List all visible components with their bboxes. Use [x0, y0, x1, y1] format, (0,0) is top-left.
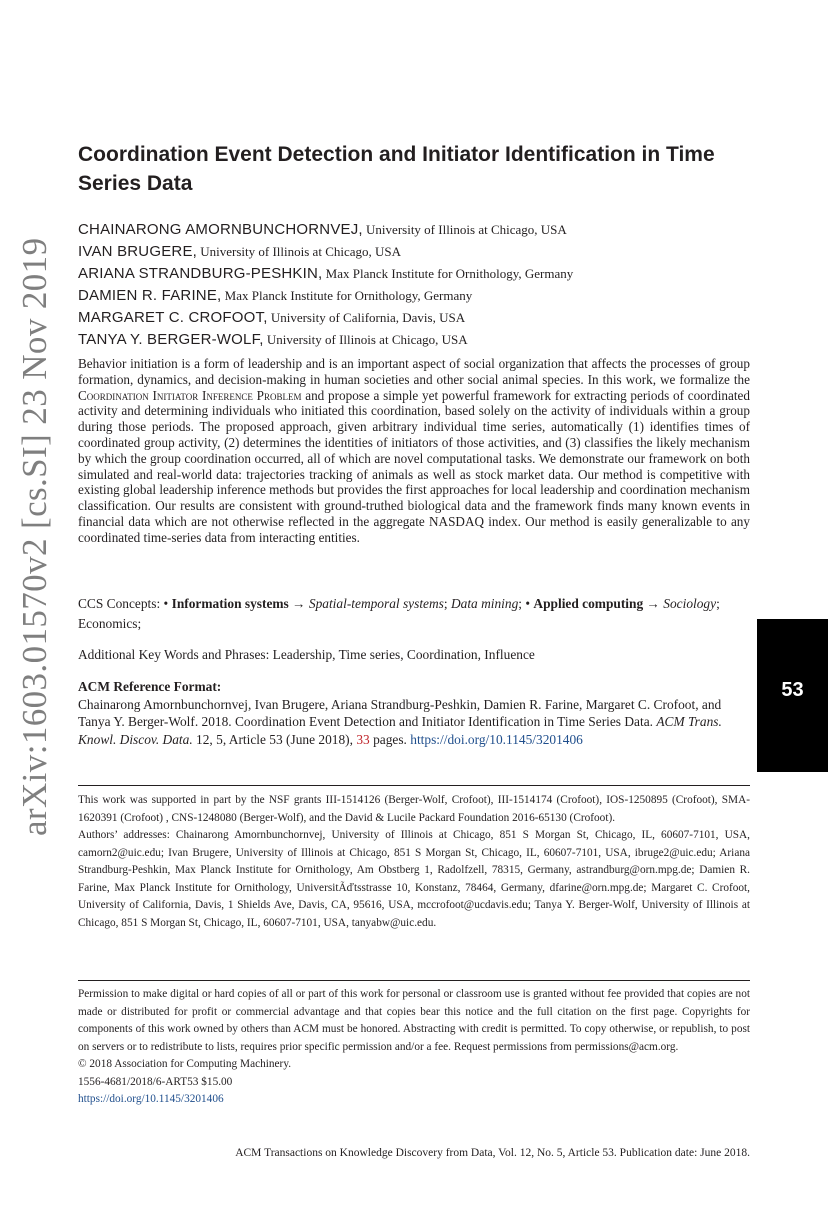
author-name: MARGARET C. CROFOOT,: [78, 309, 268, 326]
author-addresses: Authors’ addresses: Chainarong Amornbunchornvej, University of Illinois at Chicago, 851 S Morgan St, Chicago, IL, 60607-7101, USA, camorn2@uic.edu; Ivan Brugere, University of Illinois at Chicago, 851 S Morgan St, Chicago, IL, 60607-7101, USA, ibruge2@uic.edu; Ariana Strandburg-Peshkin, Max Planck Institute for Ornithology, Am Obstberg 1, Radolfzell, 78315, Germany, astrandburg@orn.mpg.de; Damien R. Farine, Max Planck Institute for Ornithology, UniversitÃďtsstrasse 10, Konstanz, 78464, Germany, dfarine@orn.mpg.de; Margaret C. Crofoot, University of California, Davis, 1 Shields Ave, Davis, CA, 95616, USA, mccrofoot@ucdavis.edu; Tanya Y. Berger-Wolf, University of Illinois at Chicago, 851 S Morgan St, Chicago, IL, 60607-7101, USA, tanyabw@uic.edu.: [78, 829, 750, 929]
abstract-part-1: Behavior initiation is a form of leadership and is an important aspect of social organization that affects the processes of group formation, dynamics, and decision-making in human societies and other social animal species. In this work, we formalize the: [78, 356, 750, 387]
ccs-label: CCS Concepts: •: [78, 596, 172, 611]
acm-reference-doi-link[interactable]: https://doi.org/10.1145/3201406: [410, 731, 583, 747]
abstract-part-2: and propose a simple yet powerful framework for extracting periods of coordinated activity and determining individuals who initiated this coordination, based solely on the activity of individuals within a group during those periods. The proposed approach, given arbitrary individual time series, automatically (1) identifies times of coordinated group activity, (2) determines the identities of initiators of those activities, and (3) classifies the likely mechanism by which the group coordination occurred, all of which are novel computational tasks. We demonstrate our framework on both simulated and real-world data: trajectories tracking of animals as well as stock market data. Our method is competitive with existing global leadership inference methods but provides the first approaches for local leadership and coordination mechanism classification. Our results are consistent with ground-truthed biological data and the framework finds many known events in financial data which are not otherwise reflected in the aggregate NASDAQ index. Our method is easily generalizable to any coordinated time-series data from interacting entities.: [78, 387, 750, 545]
author-affiliation: Max Planck Institute for Ornithology, Germany: [224, 288, 473, 303]
ccs-concepts: [78, 594, 750, 634]
author-line: [78, 285, 758, 307]
abstract-term: Coordination Initiator Inference Problem: [78, 387, 302, 403]
author-line: [78, 263, 758, 285]
footnote-rule-2: [78, 980, 750, 981]
running-footer: ACM Transactions on Knowledge Discovery from Data, Vol. 12, No. 5, Article 53. Publication date: June 2018.: [235, 1147, 750, 1159]
ccs-sub-3: Sociology: [663, 596, 717, 611]
abstract: [78, 356, 750, 546]
ccs-concept-2: Applied computing: [533, 596, 644, 611]
permission-block: [78, 986, 750, 1109]
acm-reference-text-1: Chainarong Amornbunchornvej, Ivan Brugere, Ariana Strandburg-Peshkin, Damien R. Farine, Margaret C. Crofoot, and Tanya Y. Berger-Wolf. 2018. Coordination Event Detection and Initiator Identification in Time Series Data.: [78, 696, 722, 729]
keywords: Additional Key Words and Phrases: Leadership, Time series, Coordination, Influence: [78, 647, 535, 662]
ccs-sep-2: ; •: [518, 596, 534, 611]
permission-notice: Permission to make digital or hard copies of all or part of this work for personal or classroom use is granted without fee provided that copies are not made or distributed for profit or commercial advantage and that copies bear this notice and the full citation on the first page. Copyrights for components of this work owned by others than ACM must be honored. Abstracting with credit is permitted. To copy otherwise, or republish, to post on servers or to redistribute to lists, requires prior specific permission and/or a fee. Request permissions from permissions@acm.org.: [78, 988, 750, 1053]
acm-reference: [78, 678, 750, 748]
article-number-tab: [757, 619, 828, 772]
author-affiliation: University of Illinois at Chicago, USA: [200, 244, 402, 259]
author-name: TANYA Y. BERGER-WOLF,: [78, 331, 264, 348]
author-line: [78, 329, 758, 351]
author-line: [78, 307, 758, 329]
paper-title: Coordination Event Detection and Initiator Identification in Time Series Data: [78, 143, 715, 195]
article-number: 53: [781, 679, 804, 701]
issn-line: 1556-4681/2018/6-ART53 $15.00: [78, 1075, 233, 1088]
doi-footer-link[interactable]: https://doi.org/10.1145/3201406: [78, 1093, 224, 1105]
author-name: ARIANA STRANDBURG-PESHKIN,: [78, 265, 323, 282]
author-list: [78, 219, 758, 351]
ccs-arrow-1: →: [288, 596, 309, 611]
funding-note: This work was supported in part by the NSF grants III-1514126 (Berger-Wolf, Crofoot), III-1514174 (Crofoot), IOS-1250895 (Crofoot), SMA-1620391 (Crofoot) , CNS-1248080 (Berger-Wolf), and the David & Lucile Packard Foundation 2016-65130 (Crofoot).: [78, 794, 750, 824]
author-name: DAMIEN R. FARINE,: [78, 287, 222, 304]
ccs-sep-1: ;: [443, 596, 451, 611]
ccs-concept-1: Information systems: [171, 596, 289, 611]
ccs-sub-1: Spatial-temporal systems: [308, 596, 444, 611]
arxiv-stamp: arXiv:1603.01570v2 [cs.SI] 23 Nov 2019: [15, 237, 54, 836]
author-affiliation: University of California, Davis, USA: [270, 310, 466, 325]
footnote-block: [78, 792, 750, 932]
author-line: [78, 241, 758, 263]
author-affiliation: University of Illinois at Chicago, USA: [366, 222, 567, 237]
acm-reference-journal: ACM Trans. Knowl. Discov. Data.: [78, 714, 722, 747]
ccs-sub-2: Data mining: [450, 596, 519, 611]
author-name: IVAN BRUGERE,: [78, 243, 198, 260]
ccs-arrow-2: →: [643, 596, 664, 611]
copyright-line: © 2018 Association for Computing Machinery.: [78, 1058, 292, 1070]
author-affiliation: University of Illinois at Chicago, USA: [266, 332, 468, 347]
footnote-rule-1: [78, 785, 750, 786]
author-name: CHAINARONG AMORNBUNCHORNVEJ,: [78, 221, 363, 238]
acm-reference-heading: ACM Reference Format:: [78, 679, 222, 694]
author-affiliation: Max Planck Institute for Ornithology, Germany: [325, 266, 574, 281]
acm-reference-text-3: pages.: [369, 731, 411, 747]
acm-reference-pages-link[interactable]: 33: [356, 731, 370, 747]
author-line: [78, 219, 758, 241]
acm-reference-text-2: 12, 5, Article 53 (June 2018),: [192, 731, 357, 747]
ccs-tail: ; Economics;: [78, 596, 720, 631]
